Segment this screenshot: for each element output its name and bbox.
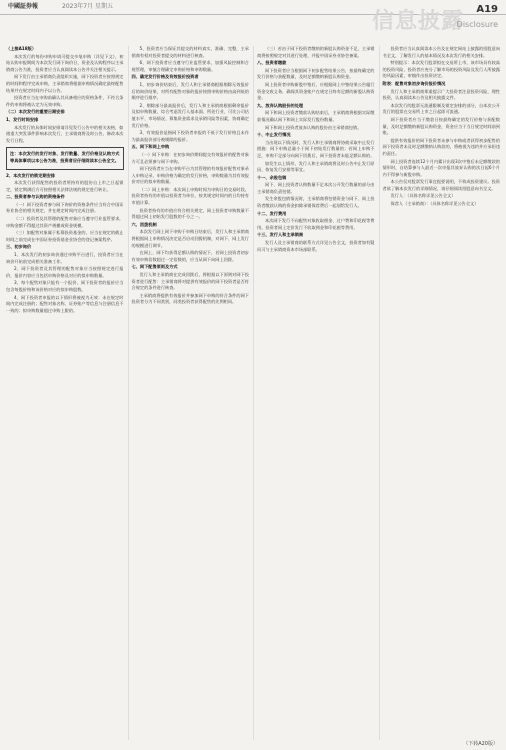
paragraph: 发行人及主承销商的联系方式详见公告全文，投资者如有疑问可与主承销商资本市场部联系。 <box>257 240 375 252</box>
paragraph: 本次发行的具体时间安排请详见发行公告中的相关表格，如遇重大突发事件影响本次发行，主承销商将及时公告，修改本次发行日程。 <box>6 124 124 143</box>
paragraph: 主承销商将提供有效报价并参加网下申购的符合条件的网下投资者分为不同类别，同类投资者获得配售的比例相同。 <box>131 292 249 305</box>
paragraph: 本公告仅对股票发行事宜扼要说明，不构成投资建议。投资者欲了解本次发行的详细情况，请仔细阅读招股意向书全文。 <box>382 179 500 191</box>
text-column-3 <box>253 46 375 740</box>
section-heading: （二）本次发行的重要日期安排 <box>6 109 65 115</box>
text-column-4 <box>379 46 501 740</box>
paragraph: （二）网上申购：本次网上申购时间为申购日的交易时段。投资者持有的市值以投资者为单位，按其规定时间内的日均持有市值计算。 <box>131 186 249 206</box>
issue-meta: 2023年7月 星期五 <box>62 3 113 10</box>
paragraph: （三）若由于网下投资者缴纳的新股认购资金不足，主承销商将按照规定对其进行处理，并报中国证券业协会备案。 <box>257 46 375 58</box>
section-heading: 十三、发行人和主承销商 <box>257 232 304 238</box>
section-heading: 十一、余股包销 <box>257 174 287 180</box>
page-number: A19 <box>476 4 498 15</box>
paragraph: 在网上、网下均获得足额认购的情况下，若网上投资者初步有效申购倍数超过一定倍数的，应当从网下向网上回拨。 <box>131 250 249 262</box>
paragraph: 保荐人（主承销商）：（具体名称详见公告全文） <box>390 201 479 207</box>
paragraph: 本次发行的每份申购申请可提交多笔申购（详见下文），初始认购申报期间为本次发行网下询价日，资金及认购程序以主承销商公告为准，投资者应当认真阅读本公告并关注相关提示。 <box>6 53 124 72</box>
notice-text: 注：本次发行的发行对象、发行数量、发行价格及认购方式等具体事项以本公告为准，投资者应仔细阅读本公告全文。 <box>10 151 120 163</box>
paragraph: 发行人和主承销商在完成回拨后，将根据以下原则对网下投资者进行配售：主承销商将对提供有效报价的网下投资者是否符合规定的条件进行核查。 <box>131 272 249 291</box>
section-heading: 1、发行时间安排 <box>6 116 39 122</box>
paragraph: 1、初步询价结束后，发行人和主承销商根据剔除无效报价后的询价结果，对所有配售对象的报价按照申购价格由高到低的顺序进行排序。 <box>131 81 249 101</box>
paragraph: 3、有效报价是指网下投资者申报的不低于发行价格且未作为最高报价部分被剔除的报价。 <box>131 130 249 142</box>
section-heading: （上接A18版） <box>6 46 37 51</box>
notice-box <box>6 147 124 169</box>
section-heading: 二、投资者参与认购的资格条件 <box>6 194 65 200</box>
text-columns <box>6 46 500 740</box>
paragraph: 网上投资者申购新股中签后，应根据网上中签结果公告履行资金交收义务，确保其资金账户在规定日终有足额的新股认购资金。 <box>257 81 375 101</box>
paragraph: 网下投资者应当根据网下初步配售结果公告，按最终确定的发行价格与获配数量，及时足额缴纳新股认购资金。 <box>257 67 375 80</box>
paragraph: 3、每个配售对象只能有一个报价，网下投资者的报价应当包含每股价格和该价格对应的拟申购股数。 <box>6 280 124 292</box>
continued-note: （下转A20版） <box>463 741 498 747</box>
section-english: Disclosure <box>456 20 498 29</box>
section-heading: 五、网下和网上申购 <box>131 144 170 150</box>
paragraph: 网下、网上投资者认购数量不足本次公开发行数量的部分由主承销商负责包销。 <box>257 182 375 194</box>
paragraph: 发生余股包销情况时，主承销商将包销资金与网下、网上投资者缴款认购的资金扣除承销保荐费后一起划给发行人。 <box>257 196 375 209</box>
section-heading: 附表：配售对象初步询价报价情况 <box>382 80 446 86</box>
paragraph: 6、网下投资者应当遵守行业监管要求，加强风险控制和合规管理，审慎合理确定申购价格和申购数量。 <box>131 60 249 72</box>
text-column-2 <box>128 46 250 740</box>
section-heading: 四、确定发行价格及有效报价投资者 <box>131 74 199 80</box>
section-heading: 七、网下配售原则及方式 <box>131 264 178 270</box>
paragraph: 5、投资者应当保证其提交的材料真实、准确、完整，主承销商有权对投资者提交的材料进行核查。 <box>131 46 249 58</box>
paragraph: 本次发行的股票无流通限制及锁定安排的部分，自本次公开发行的股票在交易所上市之日起即可流通。 <box>382 102 500 115</box>
paragraph: 投资者持有的市值应符合相关规定，网上投资者申购数量不得超过网上初始发行股数的千分之一。 <box>131 207 249 220</box>
text-column-1 <box>6 46 124 740</box>
paragraph: 本次发行获得配售的投资者所持有的股份自上市之日起锁定，锁定期满后方可按照相关法律法规的规定进行转让。 <box>6 180 124 192</box>
paragraph: 2、剔除部分最高报价后，发行人和主承销商根据剩余报价及拟申购数量，综合考虑发行人基本面、所处行业、可比公司估值水平、市场情况、募集资金需求及承销风险等因素，协商确定发行价格。 <box>131 102 249 128</box>
paragraph: （一）网下投资者参与网下询价的资格条件应当符合中国证券业协会的相关规定，并在规定时间内完成注册。 <box>6 201 124 214</box>
paragraph: 本次网下发行不向配售对象收取佣金、过户费和印花税等费用。投资者网上定价发行不收取佣金和印花税等费用。 <box>257 218 375 230</box>
paragraph: 网下投资者应当在申购平台为其管理的有效报价配售对象录入申购记录，申购价格为确定的发行价格，申购数量为其有效报价对应的拟申购数量。 <box>131 166 249 185</box>
paragraph: 1、本次发行的初步询价通过申购平台进行，投资者应当在询价开始前完成相关准备工作。 <box>6 252 124 264</box>
paragraph: 提供有效报价的网下投资者未参与申购或者获得初步配售的网下投资者未及时足额缴纳认购款的，将被视为违约并应承担违约责任。 <box>382 137 500 156</box>
section-header <box>358 2 498 42</box>
paragraph: 本次发行网上网下申购于申购日结束后，发行人和主承销商将根据网上申购情况决定是否启动回拨机制，对网下、网上发行的规模进行调节。 <box>131 229 249 248</box>
section-heading: 六、回拨机制 <box>131 221 157 227</box>
section-heading: 十二、发行费用 <box>257 210 287 216</box>
paragraph: 网下发行由主承销商负责组织实施，网下投资者应按照规定的时间和程序完成申购，主承销商将根据申购情况确定最终配售结果并在规定时间内予以公告。 <box>6 74 124 93</box>
paragraph: 投资者应当在申购前确认其具备相应的资格条件，不符合条件的申购将被认定为无效申购。 <box>6 95 124 107</box>
paragraph: 特别提示：本次发行股票拟在交易所上市，该市场具有较高的投资风险，投资者应充分了解市场的投资风险及发行人所披露的风险因素，审慎作出投资决定。 <box>382 60 500 79</box>
paragraph: 网下和网上投资者缴款认购结束后，主承销商将根据实际缴款情况确认网下和网上实际发行股份数量。 <box>257 110 375 122</box>
paragraph: （一）网下申购：在初步询价期间提交有效报价的配售对象方可且必须参与网下申购。 <box>131 151 249 164</box>
paragraph: 网上投资者连续12个月内累计出现3次中签后未足额缴款的情形时，自结算参与人最近一次申报其放弃认购的次日起6个月内不得参与新股申购。 <box>382 158 500 177</box>
section-title: 信息披露 <box>371 9 464 34</box>
paragraph: 发行人和主承销商郑重提示广大投资者注意投资风险，理性投资，认真阅读本公告及相关披露文件。 <box>382 88 500 101</box>
paragraph: 网下投资者应当于缴款日按最终确定的发行价格与获配数量，及时足额缴纳新股认购资金，资金应当于当日规定时间前到账。 <box>382 116 500 136</box>
paragraph: 投资者应当认真阅读本公告及在规定网站上披露的招股意向书全文，了解发行人的基本情况及本次发行的相关安排。 <box>382 46 500 58</box>
masthead: 中國証券報 <box>8 3 39 10</box>
paragraph: 当出现以下情况时，发行人和主承销商将协商采取中止发行措施：网下申购总量小于网下初始发行数量的；若网上申购不足，申购不足部分向网下回拨后，网下投资者未能足额认购的。 <box>257 139 375 158</box>
paragraph: （二）投资者及其管理的配售对象应当遵守行业监管要求，申购金额不得超过其资产规模或资金规模。 <box>6 216 124 228</box>
paragraph: （三）如配售对象属于私募投资基金的，应当在规定的截止时间之前完成在中国证券投资基金业协会的登记备案程序。 <box>6 230 124 242</box>
section-heading: 三、初步询价 <box>6 244 32 250</box>
section-heading: 九、放弃认购股份的处理 <box>257 102 304 108</box>
section-heading: 八、投资者缴款 <box>257 60 287 66</box>
section-heading: 十、中止发行情况 <box>257 132 291 138</box>
paragraph: 如发生以上情形，发行人和主承销商将及时公告中止发行原因、恢复发行安排等事宜。 <box>257 160 375 173</box>
section-heading: 2、本次发行的锁定期安排 <box>6 172 55 178</box>
paragraph: 2、网下投资者及其管理的配售对象应当按照规定进行报价，报价内容应当包括申购价格及对应的拟申购数量。 <box>6 266 124 278</box>
paragraph: 发行人：（具体名称详见公告全文） <box>390 193 456 199</box>
paragraph: 4、网下投资者申报的以下情形将被视为无效：未在规定时间内完成注册的；配售对象名称、证券账户等信息与注册信息不一致的；拟申购数量超过申购上限的。 <box>6 294 124 313</box>
paragraph: 网下和网上投资者放弃认购的股份由主承销商包销。 <box>265 124 362 130</box>
